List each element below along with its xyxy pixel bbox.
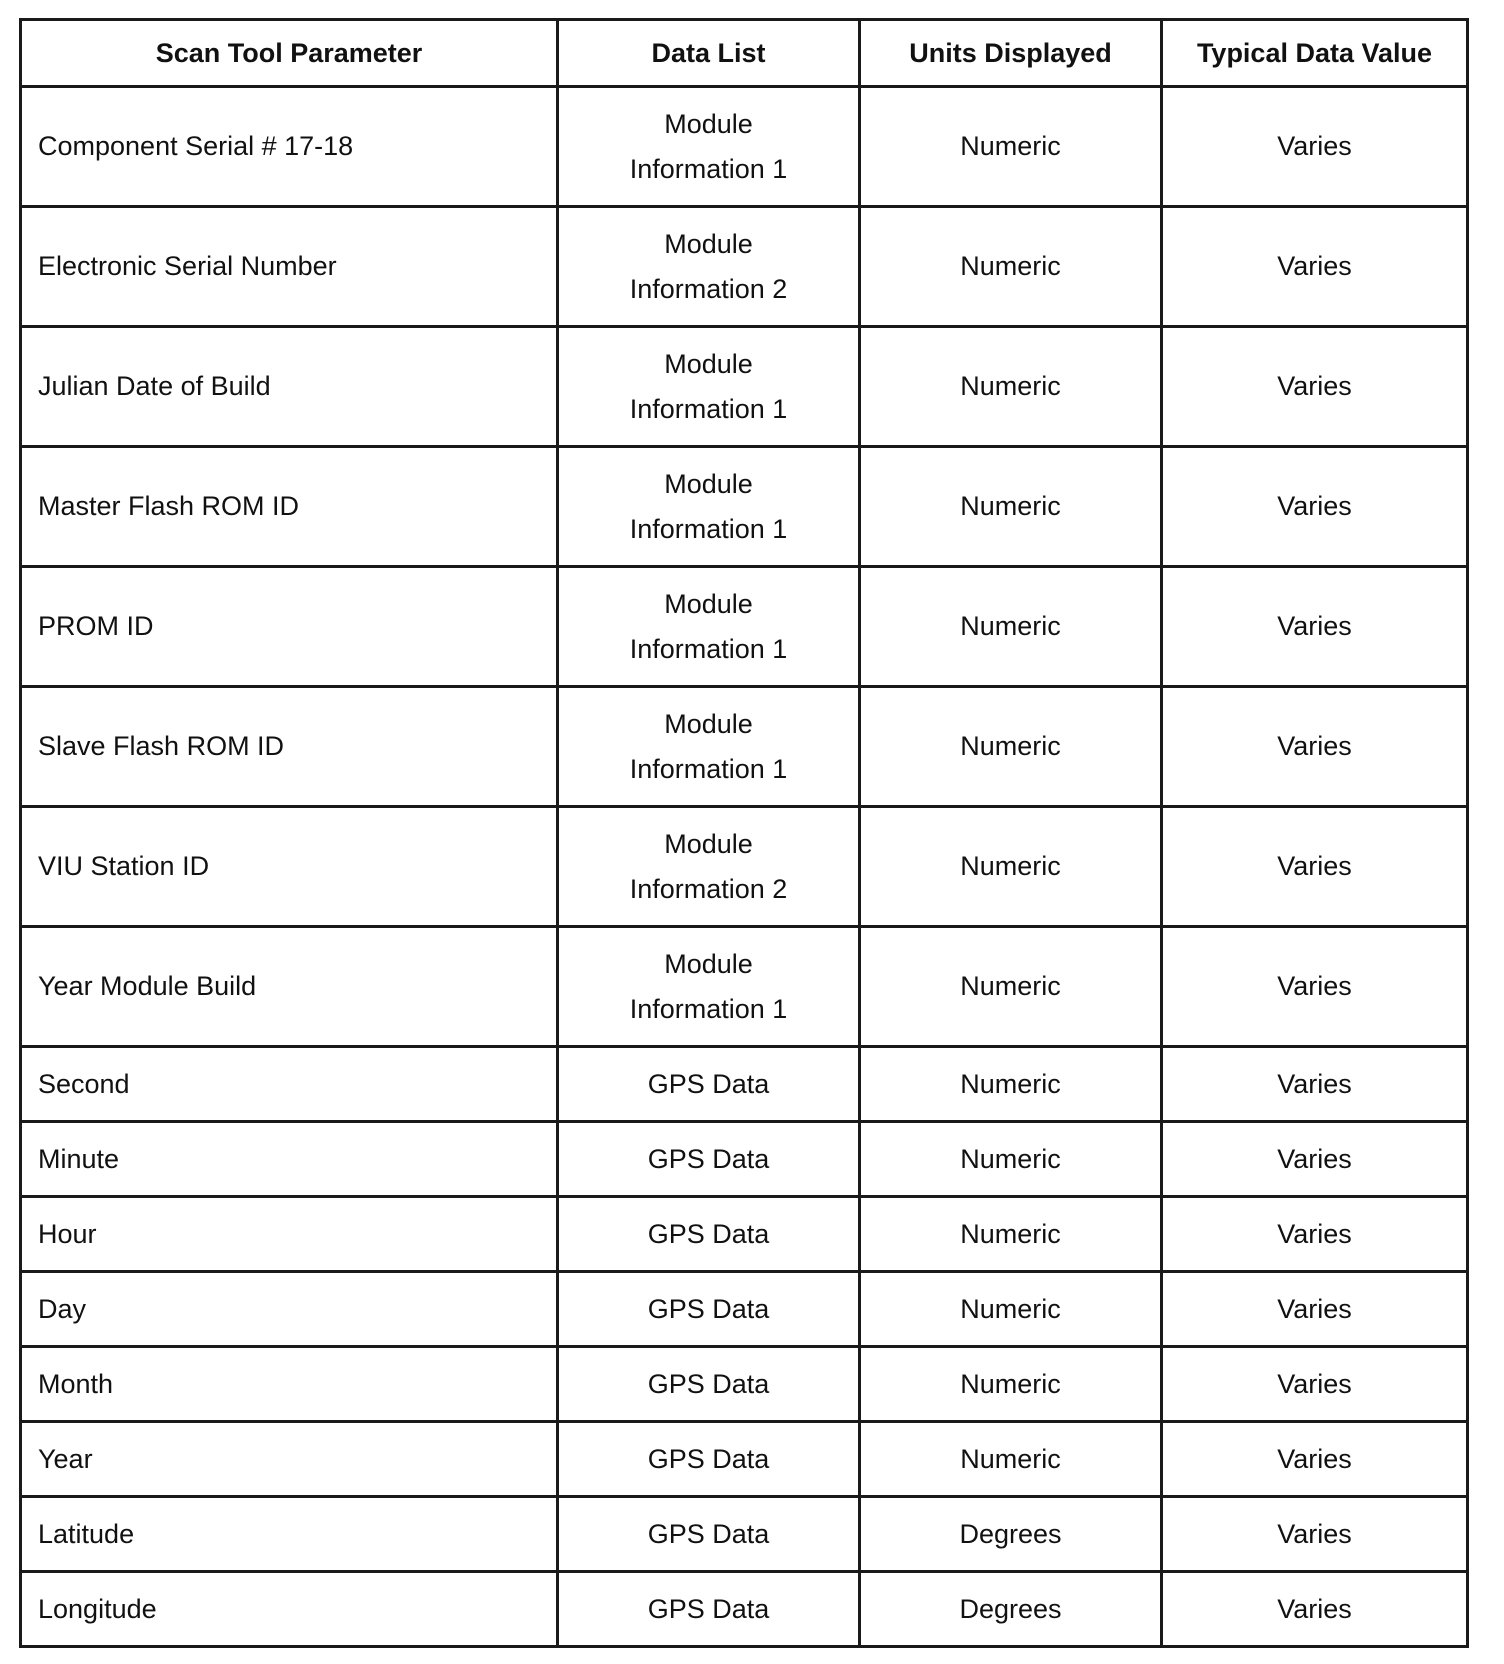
- cell-parameter: Component Serial # 17-18: [21, 87, 558, 207]
- table-row: [21, 87, 1468, 207]
- cell-value: Varies: [1162, 327, 1468, 447]
- table-row: [21, 327, 1468, 447]
- cell-data-list: [558, 447, 860, 567]
- table-row: [21, 1497, 1468, 1572]
- table-row: [21, 1572, 1468, 1647]
- cell-data-list-line2: Information 1: [629, 753, 788, 784]
- cell-parameter: Year: [21, 1422, 558, 1497]
- header-scan-tool-parameter: Scan Tool Parameter: [21, 20, 558, 87]
- cell-data-list: [558, 927, 860, 1047]
- cell-value: Varies: [1162, 87, 1468, 207]
- cell-data-list: GPS Data: [558, 1422, 860, 1497]
- cell-data-list-line1: Module: [664, 588, 753, 619]
- cell-units: Numeric: [860, 1122, 1162, 1197]
- table-row: [21, 567, 1468, 687]
- cell-parameter: Second: [21, 1047, 558, 1122]
- scan-tool-data-table: [19, 18, 1469, 1648]
- cell-units: Numeric: [860, 327, 1162, 447]
- table-row: [21, 207, 1468, 327]
- cell-parameter: VIU Station ID: [21, 807, 558, 927]
- table-row: [21, 1272, 1468, 1347]
- cell-value: Varies: [1162, 1047, 1468, 1122]
- cell-value: Varies: [1162, 1272, 1468, 1347]
- cell-data-list: [558, 327, 860, 447]
- cell-units: Numeric: [860, 1047, 1162, 1122]
- table-row: [21, 447, 1468, 567]
- cell-value: Varies: [1162, 447, 1468, 567]
- cell-data-list-line1: Module: [664, 828, 753, 859]
- cell-value: Varies: [1162, 1572, 1468, 1647]
- cell-units: Numeric: [860, 1422, 1162, 1497]
- table-row: [21, 1422, 1468, 1497]
- table-row: [21, 1122, 1468, 1197]
- cell-data-list-line2: Information 2: [629, 273, 788, 304]
- cell-value: Varies: [1162, 1347, 1468, 1422]
- cell-units: Numeric: [860, 927, 1162, 1047]
- table-row: [21, 1347, 1468, 1422]
- cell-value: Varies: [1162, 207, 1468, 327]
- cell-parameter: Longitude: [21, 1572, 558, 1647]
- cell-data-list-line2: Information 1: [629, 393, 788, 424]
- cell-parameter: Julian Date of Build: [21, 327, 558, 447]
- cell-value: Varies: [1162, 927, 1468, 1047]
- cell-units: Numeric: [860, 687, 1162, 807]
- cell-parameter: Day: [21, 1272, 558, 1347]
- cell-parameter: Slave Flash ROM ID: [21, 687, 558, 807]
- cell-parameter: Month: [21, 1347, 558, 1422]
- cell-data-list-line2: Information 1: [629, 633, 788, 664]
- cell-units: Numeric: [860, 567, 1162, 687]
- cell-units: Numeric: [860, 447, 1162, 567]
- cell-units: Numeric: [860, 807, 1162, 927]
- cell-data-list-line1: Module: [664, 348, 753, 379]
- cell-data-list: GPS Data: [558, 1197, 860, 1272]
- cell-parameter: Minute: [21, 1122, 558, 1197]
- cell-parameter: Master Flash ROM ID: [21, 447, 558, 567]
- table-row: [21, 687, 1468, 807]
- header-units-displayed: Units Displayed: [860, 20, 1162, 87]
- header-data-list: Data List: [558, 20, 860, 87]
- cell-data-list-line1: Module: [664, 468, 753, 499]
- cell-units: Numeric: [860, 207, 1162, 327]
- cell-parameter: Latitude: [21, 1497, 558, 1572]
- cell-data-list-line1: Module: [664, 228, 753, 259]
- cell-data-list-line1: Module: [664, 708, 753, 739]
- cell-data-list: GPS Data: [558, 1272, 860, 1347]
- cell-value: Varies: [1162, 687, 1468, 807]
- cell-data-list-line2: Information 1: [629, 993, 788, 1024]
- table-row: [21, 927, 1468, 1047]
- cell-value: Varies: [1162, 1422, 1468, 1497]
- cell-value: Varies: [1162, 807, 1468, 927]
- header-row: [21, 20, 1468, 87]
- header-typical-data-value: Typical Data Value: [1162, 20, 1468, 87]
- cell-data-list: [558, 87, 860, 207]
- cell-value: Varies: [1162, 1122, 1468, 1197]
- cell-parameter: Year Module Build: [21, 927, 558, 1047]
- cell-units: Degrees: [860, 1572, 1162, 1647]
- cell-data-list-line1: Module: [664, 108, 753, 139]
- cell-units: Numeric: [860, 1272, 1162, 1347]
- cell-value: Varies: [1162, 567, 1468, 687]
- cell-data-list-line2: Information 1: [629, 513, 788, 544]
- cell-value: Varies: [1162, 1497, 1468, 1572]
- cell-data-list-line2: Information 1: [629, 153, 788, 184]
- table-row: [21, 1047, 1468, 1122]
- cell-data-list-line2: Information 2: [629, 873, 788, 904]
- cell-units: Numeric: [860, 87, 1162, 207]
- cell-units: Numeric: [860, 1197, 1162, 1272]
- cell-data-list-line1: Module: [664, 948, 753, 979]
- cell-data-list: GPS Data: [558, 1572, 860, 1647]
- cell-data-list: [558, 567, 860, 687]
- cell-data-list: GPS Data: [558, 1122, 860, 1197]
- cell-units: Degrees: [860, 1497, 1162, 1572]
- cell-parameter: PROM ID: [21, 567, 558, 687]
- cell-value: Varies: [1162, 1197, 1468, 1272]
- cell-parameter: Electronic Serial Number: [21, 207, 558, 327]
- cell-data-list: GPS Data: [558, 1497, 860, 1572]
- cell-parameter: Hour: [21, 1197, 558, 1272]
- cell-units: Numeric: [860, 1347, 1162, 1422]
- cell-data-list: [558, 807, 860, 927]
- cell-data-list: GPS Data: [558, 1047, 860, 1122]
- table-row: [21, 807, 1468, 927]
- table-row: [21, 1197, 1468, 1272]
- cell-data-list: GPS Data: [558, 1347, 860, 1422]
- cell-data-list: [558, 687, 860, 807]
- cell-data-list: [558, 207, 860, 327]
